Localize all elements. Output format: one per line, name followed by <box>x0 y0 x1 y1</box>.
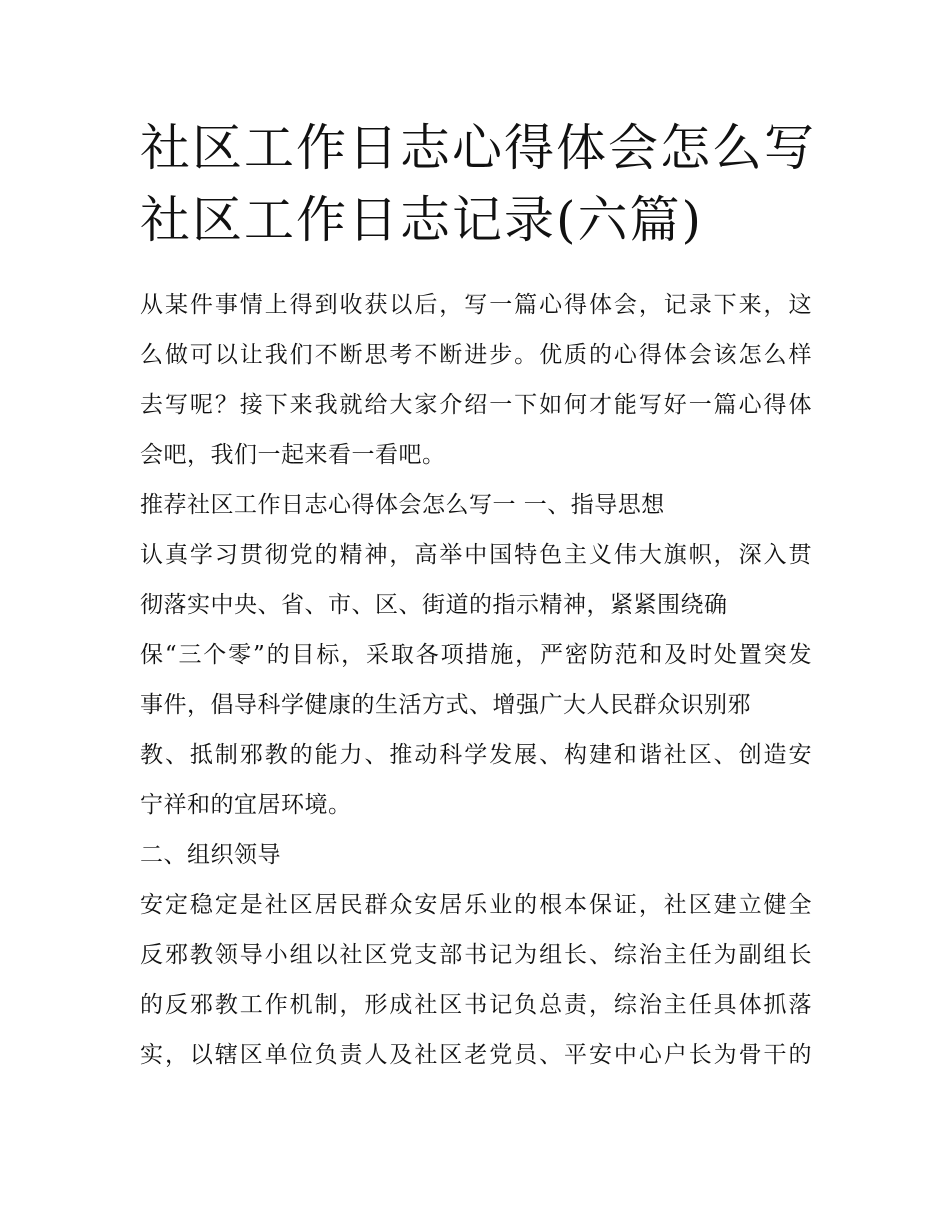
body-line: 保“三个零”的目标，采取各项措施，严密防范和及时处置突发 <box>140 642 812 668</box>
body-line: 彻落实中央、省、市、区、街道的指示精神，紧紧围绕确 <box>140 592 728 618</box>
document-body <box>140 280 812 1080</box>
body-line: 反邪教领导小组以社区党支部书记为组长、综治主任为副组长 <box>140 942 812 968</box>
section-heading: 二、组织领导 <box>140 842 281 868</box>
body-line: 从某件事情上得到收获以后，写一篇心得体会，记录下来，这 <box>140 292 812 318</box>
body-line: 实，以辖区单位负责人及社区老党员、平安中心户长为骨干的 <box>140 1042 812 1068</box>
section-heading: 推荐社区工作日志心得体会怎么写一 一、指导思想 <box>140 492 665 518</box>
title-line-2: 社区工作日志记录(六篇) <box>140 191 704 249</box>
body-line: 安定稳定是社区居民群众安居乐业的根本保证，社区建立健全 <box>140 892 812 918</box>
body-line: 的反邪教工作机制，形成社区书记负总责，综治主任具体抓落 <box>140 992 812 1018</box>
body-line: 会吧，我们一起来看一看吧。 <box>140 442 446 468</box>
body-line: 宁祥和的宜居环境。 <box>140 792 352 818</box>
body-line: 事件，倡导科学健康的生活方式、增强广大人民群众识别邪 <box>140 692 751 718</box>
body-line: 教、抵制邪教的能力、推动科学发展、构建和谐社区、创造安 <box>140 742 812 768</box>
title-line-1: 社区工作日志心得体会怎么写 <box>140 119 816 177</box>
document-content <box>140 112 816 1080</box>
body-line: 么做可以让我们不断思考不断进步。优质的心得体会该怎么样 <box>140 342 812 368</box>
body-line: 去写呢？接下来我就给大家介绍一下如何才能写好一篇心得体 <box>140 392 812 418</box>
body-line: 认真学习贯彻党的精神，高举中国特色主义伟大旗帜，深入贯 <box>140 542 812 568</box>
document-title <box>140 112 816 256</box>
